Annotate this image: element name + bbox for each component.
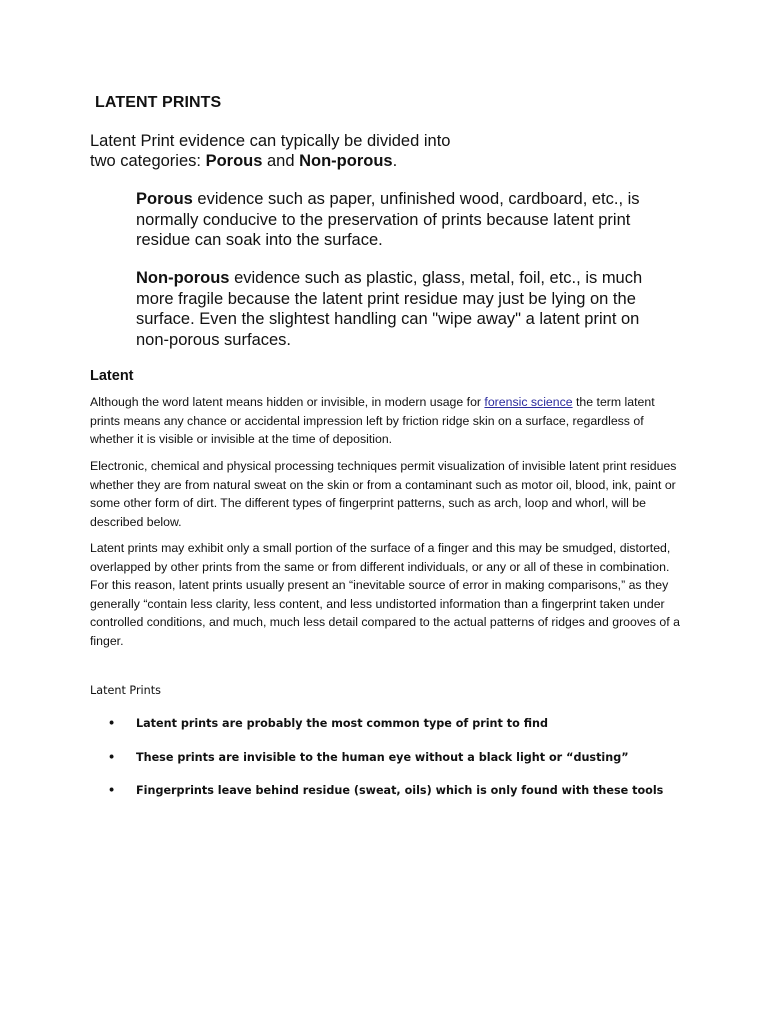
page-title: LATENT PRINTS — [95, 94, 222, 111]
porous-definition — [136, 189, 676, 251]
intro-text-line1: Latent Print evidence can typically be divided into — [90, 132, 451, 150]
latent-paragraph-3: Latent prints may exhibit only a small portion of the surface of a finger and this may be smudged, distorted, overlapped by other prints from the same or from different individuals, or any or all of these in combination. For this reason, latent prints usually present an “inevitable source of error in making comparisons,” as they generally “contain less clarity, less content, and less undistorted information than a fingerprint taken under controlled conditions, and much, much less detail compared to the actual patterns of ridges and grooves of a finger. — [90, 541, 680, 648]
intro-porous-term: Porous — [205, 152, 263, 170]
intro-text-line2: two categories: — [90, 152, 206, 170]
nonporous-text: evidence such as plastic, glass, metal, foil, etc., is much more fragile because the latent print residue may just be lying on the surface. Even the slightest handling can "wipe away" a latent print on non-porous surfaces. — [136, 269, 643, 349]
bullet-icon: • — [108, 717, 116, 730]
porous-text: evidence such as paper, unfinished wood, cardboard, etc., is normally conducive to the preservation of prints because latent print residue can soak into the surface. — [136, 190, 640, 249]
list-item — [108, 750, 708, 784]
list-item-text: Fingerprints leave behind residue (sweat, oils) which is only found with these tools — [136, 784, 664, 797]
list-item — [108, 783, 708, 817]
intro-paragraph — [90, 131, 610, 171]
latent-heading: Latent — [90, 368, 134, 384]
nonporous-definition — [136, 268, 676, 350]
latent-prints-caption: Latent Prints — [90, 684, 161, 697]
nonporous-term: Non-porous — [136, 269, 230, 287]
list-item-text: Latent prints are probably the most common type of print to find — [136, 717, 548, 730]
intro-nonporous-term: Non-porous — [299, 152, 393, 170]
bullet-icon: • — [108, 784, 116, 797]
latent-paragraph-1 — [90, 393, 682, 449]
forensic-science-link[interactable]: forensic science — [484, 395, 573, 409]
bullet-list — [108, 716, 708, 817]
para1-text-after-link: the term latent prints means any chance or accidental impression left by friction ridge skin on a surface, regardless of whether it is visible or invisible at the time of deposition. — [90, 395, 655, 447]
list-item — [108, 716, 708, 750]
latent-paragraph-2: Electronic, chemical and physical processing techniques permit visualization of invisible latent print residues whether they are from natural sweat on the skin or from a contaminant such as motor oil, blood, ink, paint or some other form of dirt. The different types of fingerprint patterns, such as arch, loop and whorl, will be described below. — [90, 459, 677, 529]
list-item-text: These prints are invisible to the human eye without a black light or “dusting” — [136, 750, 629, 764]
porous-term: Porous — [136, 190, 193, 208]
para1-text-before-link: Although the word latent means hidden or invisible, in modern usage for — [90, 395, 485, 409]
bullet-icon: • — [108, 750, 116, 764]
intro-period: . — [392, 152, 398, 170]
intro-and: and — [262, 152, 300, 170]
